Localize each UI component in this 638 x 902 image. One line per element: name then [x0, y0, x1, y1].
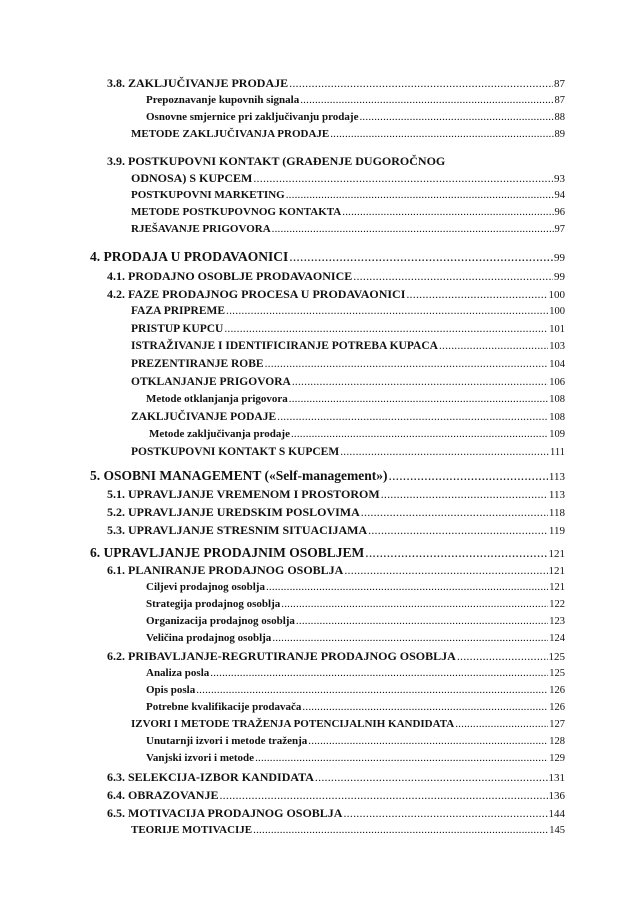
toc-entry-page: 108 — [549, 412, 565, 423]
toc-entry-page: 100 — [548, 289, 565, 301]
toc-entry-page: 122 — [549, 599, 565, 610]
dot-leader — [353, 270, 553, 282]
toc-entry-title: 5.3. UPRAVLJANJE STRESNIM SITUACIJAMA — [107, 523, 368, 537]
toc-entry[interactable] — [131, 412, 565, 424]
toc-entry-page: 106 — [549, 377, 565, 388]
dot-leader — [439, 341, 548, 353]
dot-leader — [281, 599, 548, 610]
toc-entry-title: IZVORI I METODE TRAŽENJA POTENCIJALNIH KANDIDATA — [131, 718, 455, 730]
dot-leader — [291, 429, 548, 440]
dot-leader — [381, 488, 548, 500]
toc-entry-title: FAZA PRIPREME — [131, 305, 226, 317]
toc-entry-title: 6.5. MOTIVACIJA PRODAJNOG OSOBLJA — [107, 806, 343, 820]
toc-entry[interactable] — [146, 112, 565, 124]
dot-leader — [308, 736, 548, 747]
toc-entry-page: 125 — [549, 668, 565, 679]
toc-entry[interactable] — [90, 546, 565, 560]
dot-leader — [406, 288, 547, 300]
toc-entry[interactable] — [131, 447, 565, 459]
toc-entry-title: 3.8. ZAKLJUČIVANJE PRODAJE — [107, 76, 289, 90]
toc-entry-title: TEORIJE MOTIVACIJE — [131, 824, 253, 836]
toc-entry[interactable] — [131, 324, 565, 336]
toc-entry[interactable] — [107, 789, 565, 802]
toc-entry-page: 131 — [548, 772, 565, 784]
toc-entry-title: 5.2. UPRAVLJANJE UREDSKIM POSLOVIMA — [107, 505, 360, 519]
toc-entry-page: 145 — [549, 825, 565, 836]
toc-entry[interactable] — [146, 685, 565, 697]
toc-entry-title: 6.3. SELEKCIJA-IZBOR KANDIDATA — [107, 770, 314, 784]
toc-entry[interactable] — [146, 599, 565, 611]
dot-leader — [300, 95, 553, 106]
toc-entry-title: 4.1. PRODAJNO OSOBLJE PRODAVAONICE — [107, 269, 353, 283]
toc-entry-title: ODNOSA) S KUPCEM — [131, 171, 253, 185]
dot-leader — [286, 190, 554, 201]
dot-leader — [265, 359, 549, 371]
toc-entry-title: 4.2. FAZE PRODAJNOG PROCESA U PRODAVAONICI — [107, 287, 406, 301]
toc-entry[interactable] — [146, 394, 565, 406]
toc-entry-page: 94 — [554, 190, 565, 201]
toc-entry-page: 121 — [548, 565, 565, 577]
dot-leader — [344, 564, 547, 576]
toc-entry-page: 104 — [549, 359, 565, 370]
toc-entry[interactable] — [131, 719, 565, 731]
toc-entry-page: 118 — [548, 507, 565, 519]
dot-leader — [253, 172, 553, 184]
toc-entry[interactable] — [107, 488, 565, 501]
dot-leader — [368, 524, 548, 536]
toc-entry-page: 100 — [549, 306, 565, 317]
dot-leader — [302, 702, 548, 713]
dot-leader — [330, 129, 553, 140]
toc-entry-page: 87 — [554, 78, 565, 90]
toc-entry-title: 5. OSOBNI MANAGEMENT («Self-management») — [90, 468, 388, 483]
toc-entry[interactable] — [107, 650, 565, 663]
toc-entry[interactable] — [146, 95, 565, 107]
toc-entry-page: 103 — [549, 341, 565, 352]
toc-entry-title: ISTRAŽIVANJE I IDENTIFICIRANJE POTREBA KUPACA — [131, 340, 438, 352]
dot-leader — [219, 789, 547, 801]
toc-entry-title: 6. UPRAVLJANJE PRODAJNIM OSOBLJEM — [90, 545, 365, 560]
toc-entry-title: PREZENTIRANJE ROBE — [131, 358, 264, 370]
toc-entry-page: 128 — [549, 736, 565, 747]
toc-entry-page: 93 — [554, 173, 565, 185]
toc-entry-page: 99 — [554, 271, 565, 283]
dot-leader — [224, 324, 548, 336]
toc-entry[interactable] — [107, 77, 565, 90]
dot-leader — [272, 633, 548, 644]
toc-entry[interactable] — [107, 155, 565, 167]
toc-entry-page: 88 — [554, 112, 565, 123]
toc-entry[interactable] — [131, 341, 565, 353]
toc-entry-title: OTKLANJANJE PRIGOVORA — [131, 376, 291, 388]
toc-entry-page: 87 — [554, 95, 565, 106]
toc-entry-page: 108 — [549, 394, 565, 405]
dot-leader — [226, 306, 548, 318]
dot-leader — [342, 207, 553, 218]
toc-entry-page: 124 — [549, 633, 565, 644]
toc-entry-title: Analiza posla — [146, 667, 210, 679]
toc-entry-page: 89 — [554, 129, 565, 140]
dot-leader — [266, 582, 548, 593]
toc-entry-title: Strategija prodajnog osoblja — [146, 598, 281, 610]
toc-entry-title: 6.4. OBRAZOVANJE — [107, 788, 219, 802]
toc-entry-title: 4. PRODAJA U PRODAVAONICI — [90, 249, 289, 264]
dot-leader — [389, 469, 548, 483]
toc-entry-title: 6.1. PLANIRANJE PRODAJNOG OSOBLJA — [107, 563, 344, 577]
dot-leader — [292, 377, 548, 389]
toc-entry-page: 125 — [548, 651, 565, 663]
toc-entry-page: 99 — [554, 252, 565, 264]
dot-leader — [289, 250, 553, 264]
toc-entry[interactable] — [107, 807, 565, 820]
toc-entry-title: POSTKUPOVNI KONTAKT S KUPCEM — [131, 446, 340, 458]
dot-leader — [457, 650, 548, 662]
toc-entry[interactable] — [131, 172, 565, 185]
toc-entry-title: PRISTUP KUPCU — [131, 323, 224, 335]
dot-leader — [289, 77, 553, 89]
toc-entry-title: ZAKLJUČIVANJE PODAJE — [131, 411, 277, 423]
toc-entry[interactable] — [146, 668, 565, 680]
toc-entry-page: 144 — [548, 808, 565, 820]
toc-entry-page: 129 — [549, 753, 565, 764]
toc-entry-title: RJEŠAVANJE PRIGOVORA — [131, 223, 271, 235]
toc-entry-title: Vanjski izvori i metode — [146, 752, 255, 764]
toc-entry-title: Metode otklanjanja prigovora — [146, 393, 288, 405]
toc-entry-title: Ciljevi prodajnog osoblja — [146, 581, 265, 593]
toc-entry[interactable] — [146, 702, 565, 714]
dot-leader — [455, 719, 548, 730]
toc-entry-page: 113 — [548, 489, 565, 501]
toc-entry-page: 109 — [549, 429, 565, 440]
toc-entry-title: 5.1. UPRAVLJANJE VREMENOM I PROSTOROM — [107, 487, 380, 501]
toc-entry[interactable] — [131, 190, 565, 202]
toc-entry-page: 97 — [554, 224, 565, 235]
dot-leader — [289, 394, 548, 405]
toc-entry-page: 126 — [549, 702, 565, 713]
toc-entry-page: 96 — [554, 207, 565, 218]
toc-entry-page: 111 — [550, 447, 565, 458]
toc-entry-page: 119 — [548, 525, 565, 537]
toc-entry-title: Metode zaključivanja prodaje — [149, 428, 290, 440]
toc-entry[interactable] — [146, 633, 565, 645]
toc-entry-title: Opis posla — [146, 684, 196, 696]
toc-entry[interactable] — [146, 616, 565, 628]
toc-entry-page: 126 — [549, 685, 565, 696]
toc-entry[interactable] — [107, 270, 565, 283]
toc-entry-page: 123 — [549, 616, 565, 627]
toc-entry[interactable] — [131, 377, 565, 389]
toc-entry[interactable] — [149, 429, 565, 441]
dot-leader — [359, 112, 553, 123]
toc-entry[interactable] — [131, 129, 565, 141]
toc-entry-title: METODE ZAKLJUČIVANJA PRODAJE — [131, 128, 330, 140]
dot-leader — [315, 771, 548, 783]
dot-leader — [365, 546, 547, 560]
toc-entry[interactable] — [131, 825, 565, 837]
toc-entry[interactable] — [146, 753, 565, 765]
toc-entry-title: Potrebne kvalifikacije prodavača — [146, 701, 302, 713]
dot-leader — [343, 807, 547, 819]
dot-leader — [296, 616, 548, 627]
toc-entry[interactable] — [131, 224, 565, 236]
toc-entry-page: 121 — [549, 582, 565, 593]
toc-entry[interactable] — [107, 564, 565, 577]
toc-entry-title: Organizacija prodajnog osoblja — [146, 615, 295, 627]
toc-entry-page: 127 — [549, 719, 565, 730]
toc-entry-title: Prepoznavanje kupovnih signala — [146, 94, 300, 106]
toc-entry-title: Veličina prodajnog osoblja — [146, 632, 272, 644]
toc-entry-title: METODE POSTKUPOVNOG KONTAKTA — [131, 206, 342, 218]
toc-entry-title: 3.9. POSTKUPOVNI KONTAKT (GRAĐENJE DUGOROČNOG — [107, 154, 446, 168]
toc-entry[interactable] — [107, 506, 565, 519]
toc-entry-page: 136 — [548, 790, 565, 802]
toc-entry-title: Osnovne smjernice pri zaključivanju prodaje — [146, 111, 359, 123]
toc-entry-page: 121 — [548, 548, 565, 560]
toc-entry-title: Unutarnji izvori i metode traženja — [146, 735, 308, 747]
toc-entry-title: POSTKUPOVNI MARKETING — [131, 189, 285, 201]
toc-entry[interactable] — [107, 288, 565, 301]
toc-entry[interactable] — [90, 250, 565, 264]
toc-entry-title: 6.2. PRIBAVLJANJE-REGRUTIRANJE PRODAJNOG OSOBLJA — [107, 649, 456, 663]
toc-entry[interactable] — [90, 469, 565, 483]
dot-leader — [210, 668, 548, 679]
toc-entry[interactable] — [146, 736, 565, 748]
toc-entry[interactable] — [131, 359, 565, 371]
toc-entry-page: 101 — [549, 324, 565, 335]
toc-entry[interactable] — [131, 306, 565, 318]
toc-entry-page: 113 — [548, 471, 565, 483]
toc-entry[interactable] — [146, 582, 565, 594]
dot-leader — [253, 825, 548, 836]
toc-entry[interactable] — [107, 771, 565, 784]
dot-leader — [340, 447, 549, 459]
toc-entry[interactable] — [131, 207, 565, 219]
dot-leader — [272, 224, 554, 235]
dot-leader — [255, 753, 548, 764]
dot-leader — [277, 412, 548, 424]
dot-leader — [361, 506, 548, 518]
dot-leader — [196, 685, 548, 696]
toc-entry[interactable] — [107, 524, 565, 537]
